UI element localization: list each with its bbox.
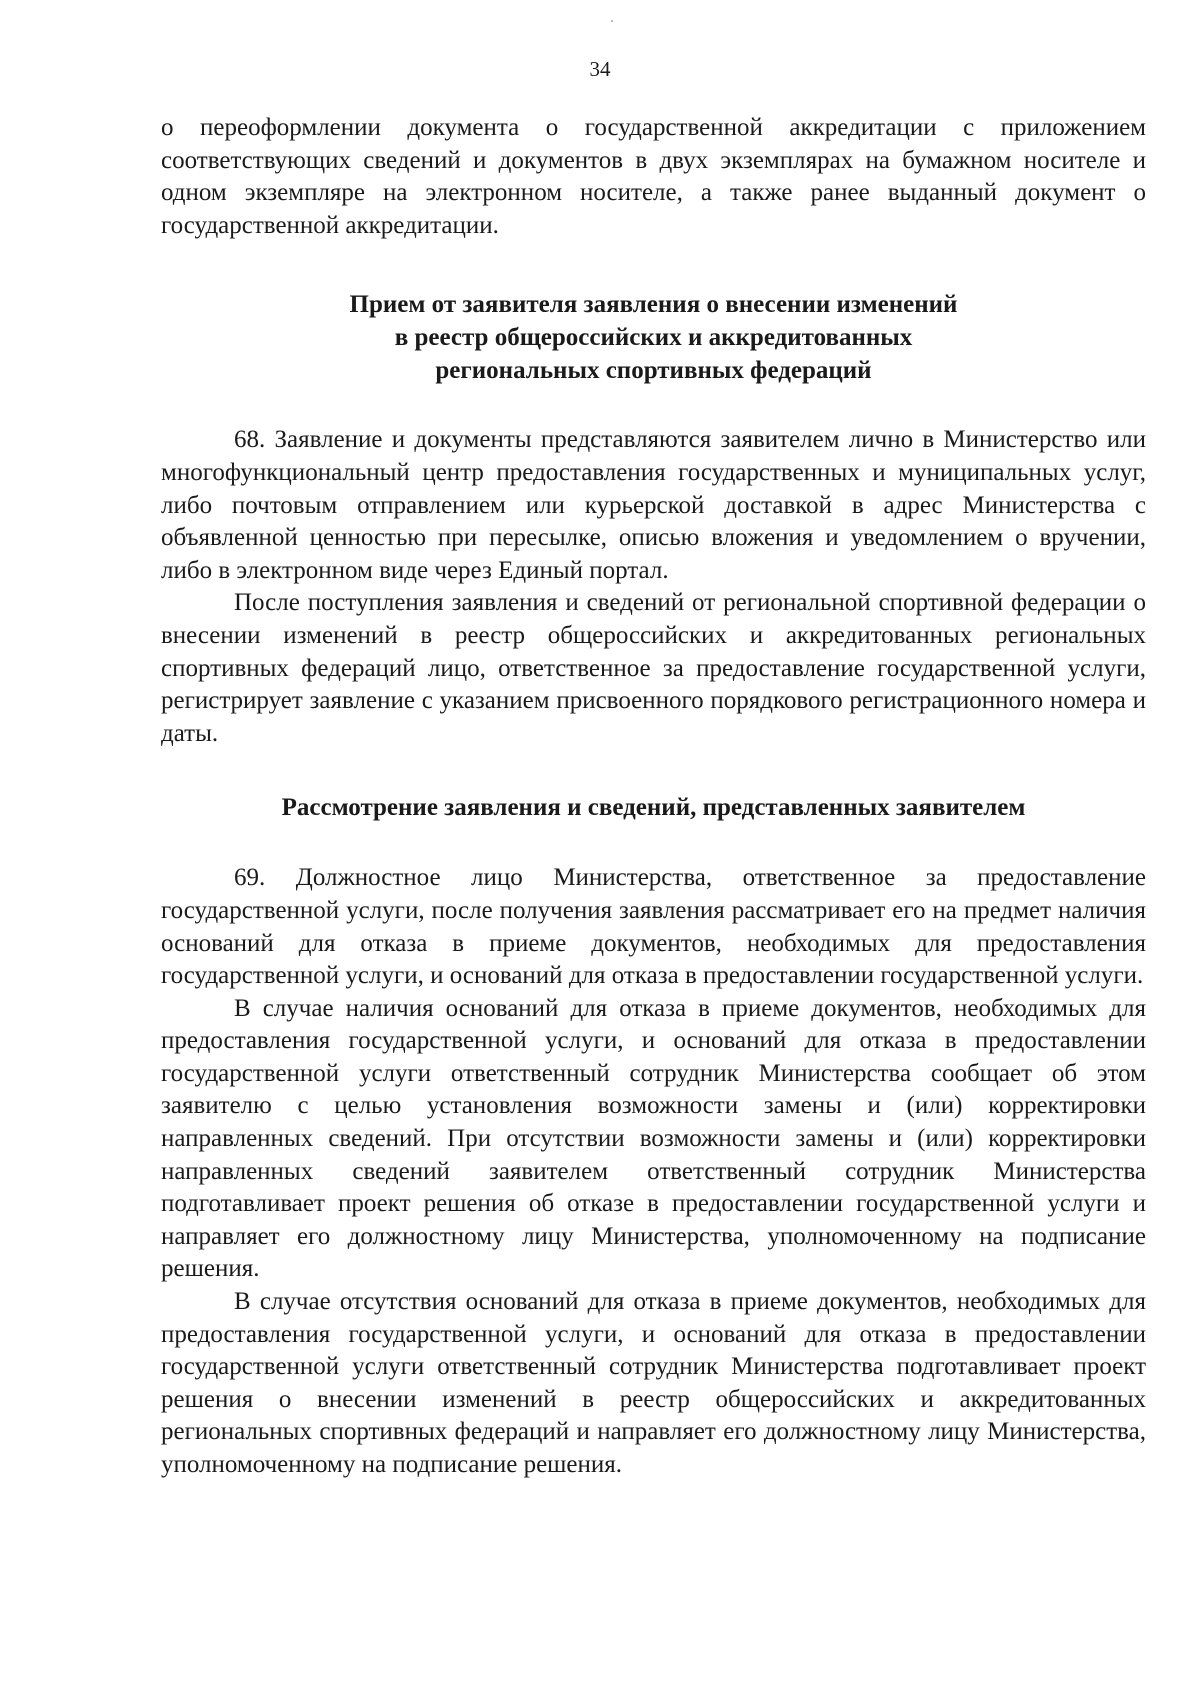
paragraph-69: 69. Должностное лицо Министерства, ответственное за предоставление государственной услуги, после получения заявления рассматривает его на предмет наличия оснований для отказа в приеме документов, необходимых для предоставления государственной услуги, и оснований для отказа в предоставлении государственной услуги.: [161, 864, 1146, 990]
section-heading-application-review: Рассмотрение заявления и сведений, представленных заявителем: [281, 794, 1026, 822]
scan-artifact-dot: [611, 20, 613, 22]
heading-line: региональных спортивных федераций: [435, 357, 872, 385]
page-number: 34: [589, 57, 611, 81]
section-heading-application-intake: [161, 288, 1146, 387]
paragraph-refusal-grounds: В случае наличия оснований для отказа в приеме документов, необходимых для предоставления государственной услуги, и оснований для отказа в предоставлении государственной услуги ответственный сотрудник Министерства сообщает об этом заявителю с целью установления возможности замены и (или) корректировки направленных сведений. При отсутствии возможности замены и (или) корректировки направленных сведений заявителем ответственный сотрудник Министерства подготавливает проект решения об отказе в предоставлении государственной услуги и направляет его должностному лицу Министерства, уполномоченному на подписание решения.: [161, 994, 1146, 1283]
paragraph-no-refusal-grounds: В случае отсутствия оснований для отказа в приеме документов, необходимых для предоставления государственной услуги, и оснований для отказа в предоставлении государственной услуги ответственный сотрудник Министерства подготавливает проект решения о внесении изменений в реестр общероссийских и аккредитованных региональных спортивных федераций и направляет его должностному лицу Министерства, уполномоченному на подписание решения.: [161, 1288, 1146, 1478]
paragraph-registration: После поступления заявления и сведений от региональной спортивной федерации о внесении изменений в реестр общероссийских и аккредитованных региональных спортивных федераций лицо, ответственное за предоставление государственной услуги, регистрирует заявление с указанием присвоенного порядкового регистрационного номера и даты.: [161, 589, 1146, 747]
intro-paragraph: о переоформлении документа о государственной аккредитации с приложением соответствующих сведений и документов в двух экземплярах на бумажном носителе и одном экземпляре на электронном носителе, а также ранее выданный документ о государственной аккредитации.: [161, 114, 1146, 239]
heading-line: Прием от заявителя заявления о внесении изменений: [349, 291, 958, 319]
paragraph-68: 68. Заявление и документы представляются заявителем лично в Министерство или многофункциональный центр предоставления государственных и муниципальных услуг, либо почтовым отправлением или курьерской доставкой в адрес Министерства с объявленной ценностью при пересылке, описью вложения и уведомлением о вручении, либо в электронном виде через Единый портал.: [161, 426, 1146, 584]
page-content: [161, 112, 1146, 1482]
heading-line: в реестр общероссийских и аккредитованных: [394, 324, 913, 352]
